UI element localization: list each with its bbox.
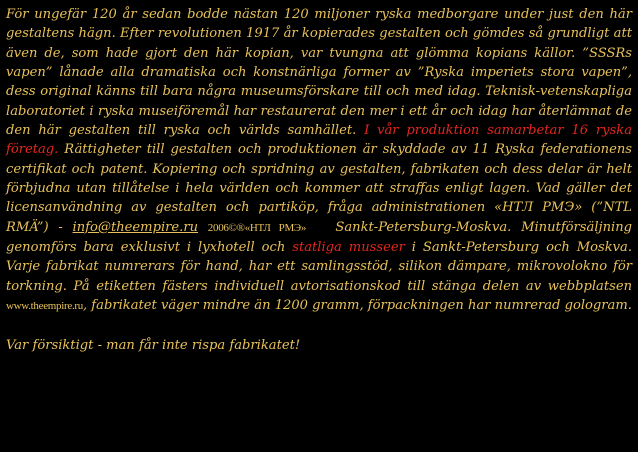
paragraph-gap [6,317,632,336]
product-details-text: i Sankt-Petersburg och Moskva. Varje fabrikat numrerars för hand, har ett samlingsstöd, silikon dämpare, mikrovolokno för torkning. På etiketten fästers individuell avtorisationskod till stänga delen av webbplatsen [6,240,633,294]
article-body [6,5,632,317]
museums-highlight: statliga musseer [292,240,405,256]
production-highlight: I vår produktion samarbetar 16 ryska företag. [6,123,633,158]
sales-text: Sankt-Petersburg-Moskva. Minutförsäljning genomförs bara exklusivt i lyxhotell och [6,219,633,256]
weight-packaging-text: , fabrikatet väger mindre än 1200 gramm, förpackningen har numrerad gologram. [82,298,632,314]
warning-text: Var försiktigt - man får inte rispa fabrikatet! [6,337,301,353]
website-address: www.theempire.ru [6,300,83,313]
intro-history-text: För ungefär 120 år sedan bodde nästan 120 miljoner ryska medborgare under just den här gestaltens hägn. Efter revolutionen 1917 år kopierades gestalten och gömdes så grundligt att även de, som hade gjort den här kopian, var tvungna att glömma kopians källor. ”SSSRs vapen” lånade alla dramatiska och konstnärliga former av ”Ryska imperiets stora vapen”, dess original känns till bara några museumsförskare till och med idag. Teknisk-vetenskapliga laboratoriet i ryska museiföremål har restaurerat den mer i ett år och idag har återlämnat de den här gestalten till ryska och världs samhället. [6,7,632,139]
copyright-notice: 2006©®«НТЛ РМЭ» [207,221,307,234]
rights-text: Rättigheter till gestalten och produktionen är skyddade av 11 Ryska federationens certifikat och patent. Kopiering och spridning av gestalten, fabrikaten och dess delar är helt förbjudna utan tillåtelse i hela världen och kommer att straffas enligt lagen. Vad gäller det licensanvändning av gestalten och partiköp, fråga administrationen «НТЛ РМЭ» (”NTL RMÄ”) - [6,142,632,235]
email-link[interactable]: info@theempire.ru [72,219,199,235]
